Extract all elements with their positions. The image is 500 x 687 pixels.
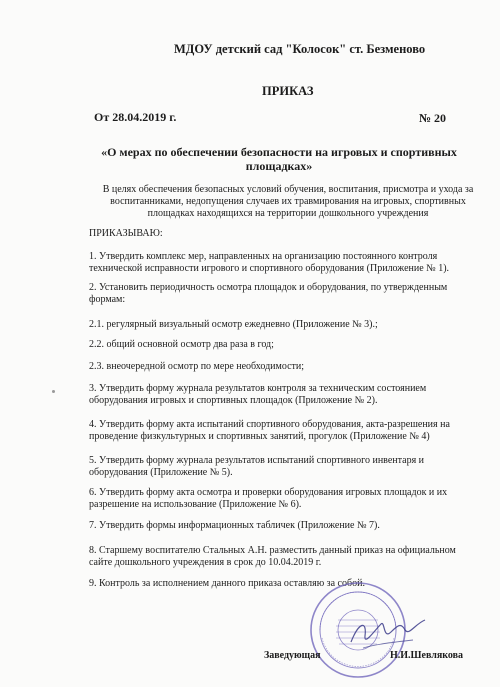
order-item-2: 2. Установить периодичность осмотра площадок и оборудования, по утвержденным формам: xyxy=(89,282,448,305)
order-subject: «О мерах по обеспечении безопасности на игровых и спортивных площадках» xyxy=(101,145,457,173)
organization-name: МДОУ детский сад "Колосок" ст. Безменово xyxy=(174,42,426,56)
order-item-3: 3. Утвердить форму журнала результатов контроля за техническим состоянием оборудования игровых и спортивных площадок (Приложение № 2). xyxy=(89,383,427,406)
order-item-7: 7. Утвердить формы информационных табличек (Приложение № 7). xyxy=(89,520,380,531)
order-date: От 28.04.2019 г. xyxy=(94,110,177,124)
order-item-2-3: 2.3. внеочередной осмотр по мере необходимости; xyxy=(89,361,305,372)
scan-speck xyxy=(52,390,55,393)
order-word: ПРИКАЗЫВАЮ: xyxy=(89,228,163,239)
order-number: № 20 xyxy=(419,111,447,125)
document-title: ПРИКАЗ xyxy=(262,84,314,98)
order-item-2-1: 2.1. регулярный визуальный осмотр ежедневно (Приложение № 3).; xyxy=(89,319,378,330)
order-item-9: 9. Контроль за исполнением данного приказа оставляю за собой. xyxy=(89,578,365,589)
signature-label: Заведующая xyxy=(264,650,321,661)
order-item-2-2: 2.2. общий основной осмотр два раза в год; xyxy=(89,339,274,350)
order-item-1: 1. Утвердить комплекс мер, направленных на организацию постоянного контроля технической исправности игрового и спортивного оборудования (Приложение № 1). xyxy=(89,251,450,274)
order-item-8: 8. Старшему воспитателю Стальных А.Н. разместить данный приказ на официальном сайте дошкольного учреждения в срок до 10.04.2019 г. xyxy=(89,545,456,568)
signature-name: Н.И.Шевлякова xyxy=(390,650,464,661)
order-item-5: 5. Утвердить форму журнала результатов испытаний спортивного инвентаря и оборудования (Приложение № 5). xyxy=(89,455,425,478)
order-item-6: 6. Утвердить форму акта осмотра и проверки оборудования игровых площадок и их разрешение на использование (Приложение № 6). xyxy=(89,487,448,510)
order-item-4: 4. Утвердить форму акта испытаний спортивного оборудования, акта-разрешения на проведение физкультурных и спортивных занятий, прогулок (Приложение № 4) xyxy=(89,419,450,442)
intro-paragraph: В целях обеспечения безопасных условий обучения, воспитания, присмотра и ухода за воспитанниками, недопущения случаев их травмирования на игровых, спортивных площадках находящихся на территории дошкольного учреждения xyxy=(102,184,474,219)
